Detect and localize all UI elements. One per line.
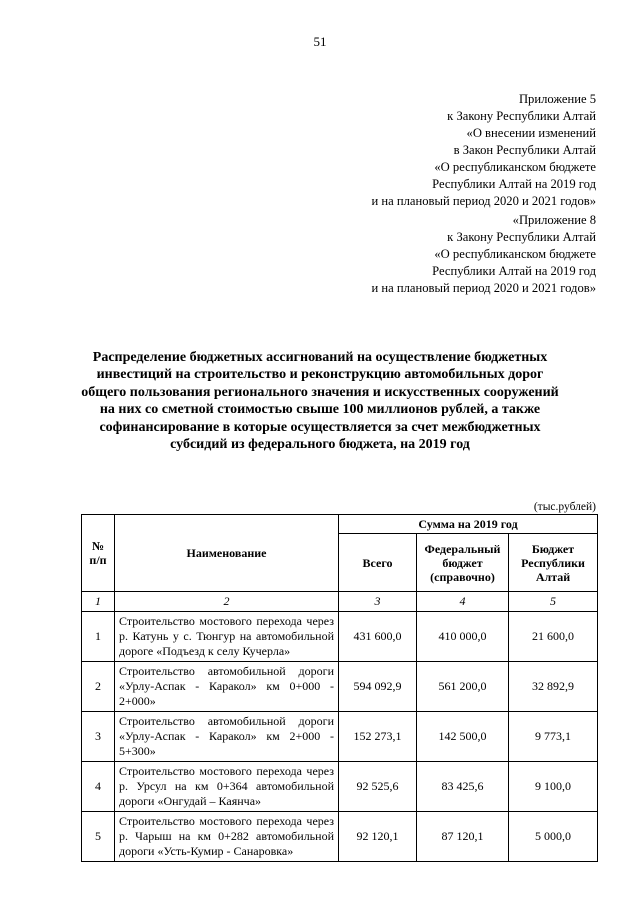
appendix-line: к Закону Республики Алтай	[447, 109, 596, 123]
appendix-8-reference	[372, 212, 596, 297]
column-index: 3	[339, 592, 417, 612]
row-name: Строительство автомобильной дороги «Урлу-Аспак - Каракол» км 0+000 - 2+000»	[115, 662, 339, 712]
row-total: 92 525,6	[339, 762, 417, 812]
row-total: 92 120,1	[339, 812, 417, 862]
column-index: 1	[82, 592, 115, 612]
appendix-line: в Закон Республики Алтай	[453, 143, 596, 157]
appendix-5-reference	[372, 91, 596, 210]
row-number: 1	[82, 612, 115, 662]
row-federal: 142 500,0	[417, 712, 509, 762]
header-number: № п/п	[82, 515, 115, 592]
appendix-line: Республики Алтай на 2019 год	[432, 177, 596, 191]
row-total: 594 092,9	[339, 662, 417, 712]
title-line: субсидий из федерального бюджета, на 2019 год	[170, 437, 470, 453]
row-republic: 21 600,0	[509, 612, 598, 662]
appendix-line: «О внесении изменений	[466, 126, 596, 140]
row-republic: 9 100,0	[509, 762, 598, 812]
row-total: 431 600,0	[339, 612, 417, 662]
row-republic: 5 000,0	[509, 812, 598, 862]
row-number: 2	[82, 662, 115, 712]
units-label: (тыс.рублей)	[533, 501, 596, 513]
column-index: 5	[509, 592, 598, 612]
page-number: 51	[313, 34, 327, 49]
column-index-row	[82, 592, 598, 612]
title-line: Распределение бюджетных ассигнований на осуществление бюджетных	[92, 350, 548, 365]
row-number: 4	[82, 762, 115, 812]
header-name: Наименование	[115, 515, 339, 592]
table-row	[82, 812, 598, 862]
row-name: Строительство мостового перехода через р. Чарыш на км 0+282 автомобильной дороги «Усть-Кумир - Санаровка»	[115, 812, 339, 862]
appendix-line: и на плановый период 2020 и 2021 годов»	[371, 194, 596, 208]
appendix-line: «О республиканском бюджете	[434, 247, 596, 261]
appendix-line: к Закону Республики Алтай	[447, 230, 596, 244]
header-republic: Бюджет Республики Алтай	[509, 534, 598, 592]
title-line: на них со сметной стоимостью свыше 100 миллионов рублей, а также	[99, 402, 541, 418]
column-index: 4	[417, 592, 509, 612]
title-line: софинансирование в которые осуществляется за счет межбюджетных	[99, 419, 541, 435]
table-row	[82, 762, 598, 812]
table-row	[82, 712, 598, 762]
title-line: инвестиций на строительство и реконструкцию автомобильных дорог	[96, 367, 544, 383]
budget-table	[81, 514, 598, 862]
row-federal: 561 200,0	[417, 662, 509, 712]
row-total: 152 273,1	[339, 712, 417, 762]
header-federal: Федеральный бюджет (справочно)	[417, 534, 509, 592]
row-federal: 87 120,1	[417, 812, 509, 862]
appendix-line: Республики Алтай на 2019 год	[432, 264, 596, 278]
row-name: Строительство мостового перехода через р. Урсул на км 0+364 автомобильной дороги «Онгудай – Каянча»	[115, 762, 339, 812]
table-row	[82, 612, 598, 662]
header-sum-group: Сумма на 2019 год	[339, 515, 598, 534]
header-total: Всего	[339, 534, 417, 592]
row-federal: 410 000,0	[417, 612, 509, 662]
column-index: 2	[115, 592, 339, 612]
appendix-line: Приложение 5	[518, 92, 596, 106]
table-row	[82, 662, 598, 712]
appendix-line: «О республиканском бюджете	[434, 160, 596, 174]
row-number: 3	[82, 712, 115, 762]
row-number: 5	[82, 812, 115, 862]
row-republic: 32 892,9	[509, 662, 598, 712]
title-line: общего пользования регионального значения и искусственных сооружений	[81, 384, 559, 400]
document-title	[80, 349, 560, 453]
appendix-line: и на плановый период 2020 и 2021 годов»	[371, 281, 596, 295]
row-name: Строительство автомобильной дороги «Урлу-Аспак - Каракол» км 2+000 - 5+300»	[115, 712, 339, 762]
row-republic: 9 773,1	[509, 712, 598, 762]
row-name: Строительство мостового перехода через р. Катунь у с. Тюнгур на автомобильной дороге «Подъезд к селу Кучерла»	[115, 612, 339, 662]
row-federal: 83 425,6	[417, 762, 509, 812]
appendix-line: «Приложение 8	[512, 213, 596, 227]
